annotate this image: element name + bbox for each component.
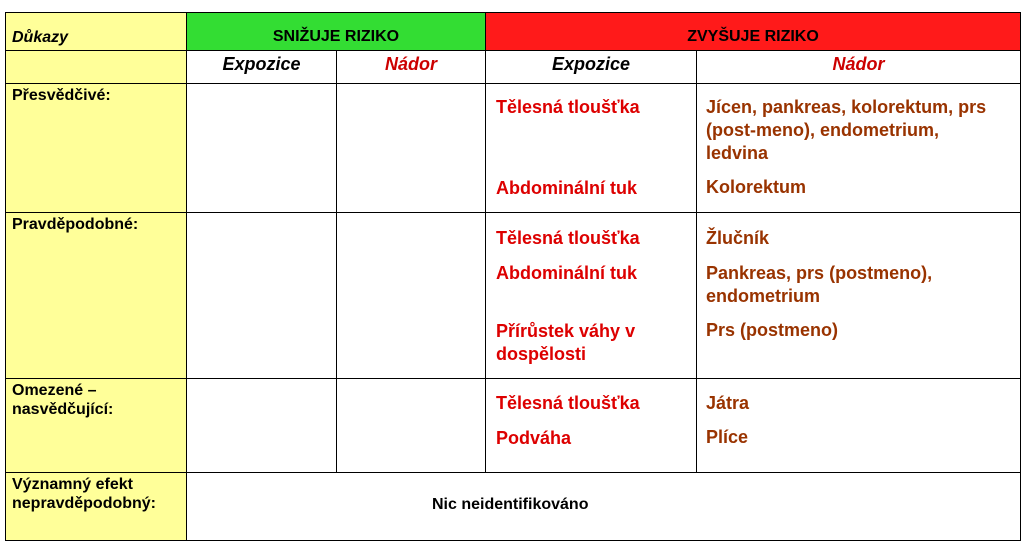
exposure-item: Abdominální tuk	[496, 263, 637, 283]
tumor-label: Nádor	[832, 54, 885, 74]
tumor-item: Játra	[706, 393, 750, 413]
empty-cell	[187, 84, 337, 213]
header-dukazy: Důkazy	[12, 29, 69, 46]
row-label-cell	[5, 213, 187, 379]
row-label: Pravděpodobné:	[12, 216, 139, 233]
exposure-item: Tělesná tloušťka	[496, 393, 640, 413]
subheader-exposure-decrease	[187, 51, 337, 84]
row-label: Významný efekt nepravděpodobný:	[12, 476, 157, 512]
row-label: Omezené – nasvědčující:	[12, 382, 114, 418]
exposure-item: Podváha	[496, 428, 572, 448]
empty-cell	[187, 379, 337, 473]
tumor-item: Plíce	[706, 427, 749, 447]
increases-risk-label: ZVYŠUJE RIZIKO	[687, 28, 819, 45]
decreases-risk-label: SNIŽUJE RIZIKO	[272, 28, 400, 45]
tumor-item: Pankreas, prs (postmeno), endometrium	[706, 263, 933, 306]
row-label-cell	[5, 473, 187, 541]
tumor-label: Nádor	[384, 54, 437, 74]
subheader-exposure-increase	[486, 51, 697, 84]
tumor-item: Žlučník	[706, 228, 770, 248]
row-label-cell	[5, 379, 187, 473]
subheader-empty-cell	[5, 51, 187, 84]
exposure-label: Expozice	[551, 54, 631, 74]
exposure-item: Tělesná tloušťka	[496, 228, 640, 248]
tumor-item: Jícen, pankreas, kolorektum, prs (post-meno), endometrium, ledvina	[706, 97, 987, 163]
none-identified-text: Nic neidentifikováno	[432, 496, 589, 513]
row-label-cell	[5, 84, 187, 213]
exposure-item: Tělesná tloušťka	[496, 97, 640, 117]
exposure-label: Expozice	[222, 54, 301, 74]
row-label: Přesvědčivé:	[12, 87, 111, 104]
exposure-item: Přírůstek váhy v dospělosti	[496, 321, 636, 364]
subheader-tumor-decrease	[337, 51, 486, 84]
empty-cell	[187, 213, 337, 379]
empty-cell	[337, 379, 486, 473]
empty-cell	[337, 213, 486, 379]
tumor-item: Kolorektum	[706, 177, 807, 197]
header-increases-risk	[486, 12, 1021, 51]
tumor-item: Prs (postmeno)	[706, 320, 839, 340]
subheader-tumor-increase	[697, 51, 1021, 84]
header-decreases-risk	[187, 12, 486, 51]
header-dukazy-cell	[5, 12, 187, 51]
none-identified-cell	[187, 473, 1021, 541]
exposure-item: Abdominální tuk	[496, 178, 637, 198]
empty-cell	[337, 84, 486, 213]
